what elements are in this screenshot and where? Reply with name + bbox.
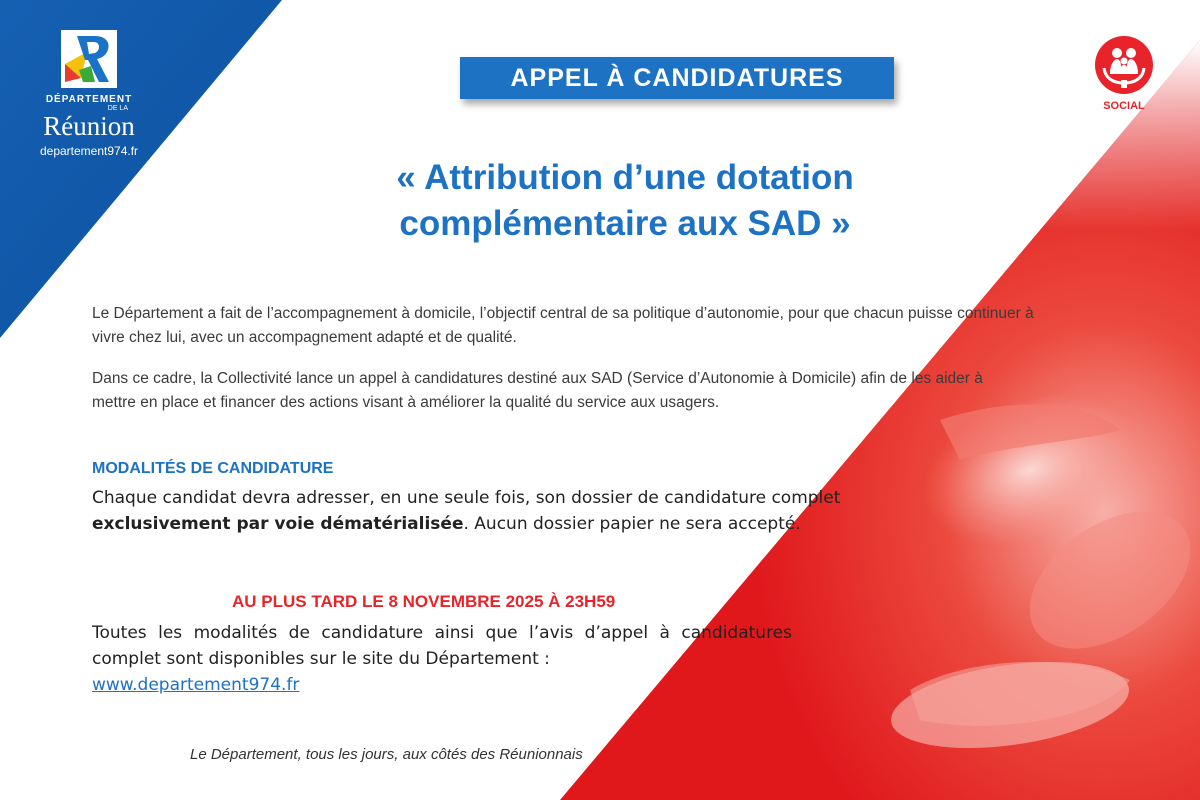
logo-departement-text: DÉPARTEMENT: [45, 94, 133, 105]
deadline-text: AU PLUS TARD LE 8 NOVEMBRE 2025 À 23H59: [232, 592, 616, 611]
modalites-text: [92, 485, 912, 537]
website-link[interactable]: www.departement974.fr: [92, 675, 300, 695]
title-line-1: « Attribution d’une dotation: [396, 158, 854, 197]
modalites-text-after: . Aucun dossier papier ne sera accepté.: [463, 514, 801, 534]
appel-banner: [460, 57, 894, 99]
logo-dela-text: DE LA: [107, 105, 128, 112]
logo-reunion-text: Réunion: [43, 111, 135, 141]
modalites-heading: MODALITÉS DE CANDIDATURE: [92, 460, 334, 477]
context-paragraph: Dans ce cadre, la Collectivité lance un appel à candidatures destiné aux SAD (Service d’Autonomie à Domicile) afin de les aider à mettre en place et financer des actions visant à améliorer la qualité du service aux usagers.: [92, 370, 983, 411]
social-badge: [1093, 36, 1155, 112]
title-line-2: complémentaire aux SAD »: [399, 204, 851, 243]
social-label: SOCIAL: [1103, 100, 1145, 112]
page-title: [300, 155, 950, 247]
logo-site-text: departement974.fr: [39, 144, 139, 158]
intro-paragraph: Le Département a fait de l’accompagnement à domicile, l’objectif central de sa politique d’autonomie, pour que chacun puisse continuer à vivre chez lui, avec un accompagnement adapté et de qualité.: [92, 305, 1034, 346]
reunion-r-logo-icon: [61, 30, 117, 88]
info-text: Toutes les modalités de candidature ainsi que l’avis d’appel à candidatures complet sont disponibles sur le site du Département :: [92, 623, 792, 669]
modalites-text-before: Chaque candidat devra adresser, en une seule fois, son dossier de candidature complet: [92, 488, 841, 508]
banner-text: APPEL À CANDIDATURES: [510, 63, 844, 92]
family-hands-icon: [1095, 36, 1153, 94]
departement-logo: [30, 30, 148, 158]
info-paragraph: [92, 620, 792, 698]
modalites-text-bold: exclusivement par voie dématérialisée: [92, 514, 464, 534]
tagline: Le Département, tous les jours, aux côtés des Réunionnais: [190, 746, 583, 763]
